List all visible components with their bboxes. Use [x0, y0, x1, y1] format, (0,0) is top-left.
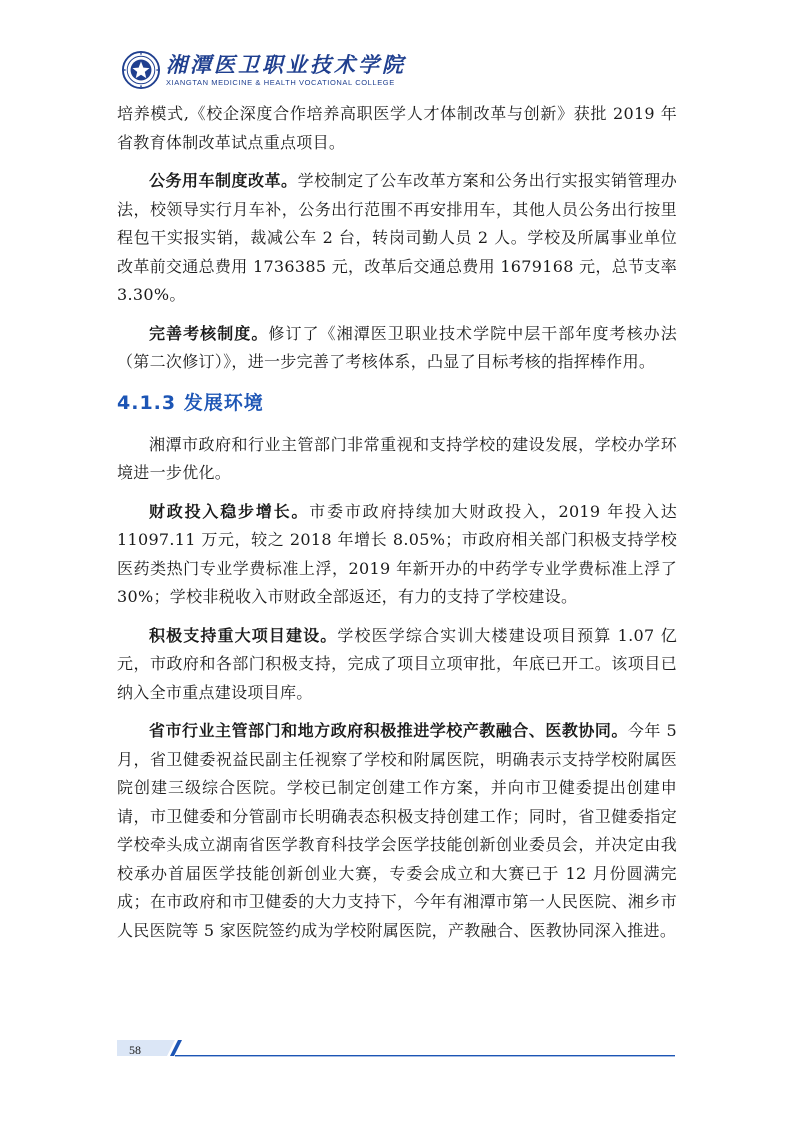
school-name-cn: 湘潭医卫职业技术学院 [166, 51, 406, 77]
page-number: 58 [129, 1043, 141, 1057]
paragraph-continuation: 培养模式,《校企深度合作培养高职医学人才体制改革与创新》获批 2019 年省教育体制改革试点重点项目。 [117, 104, 677, 152]
paragraph-text: 学校制定了公车改革方案和公务出行实报实销管理办法，校领导实行月车补，公务出行范围不再安排用车，其他人员公务出行按里程包干实报实销，裁减公车 2 台，转岗司勤人员 2 人。学校及所属事业单位改革前交通总费用 1736385 元，改革后交通总费用 1679168 元，总节支率 3.30%。 [117, 171, 677, 304]
page-footer [117, 1040, 675, 1060]
paragraph-finance [117, 498, 677, 612]
paragraph-lead: 完善考核制度。 [149, 323, 269, 343]
footer-bar-decoration [117, 1040, 675, 1060]
school-name-en: XIANGTAN MEDICINE & HEALTH VOCATIONAL COLLEGE [166, 77, 395, 87]
report-body [117, 100, 677, 945]
paragraph-intro: 湘潭市政府和行业主管部门非常重视和支持学校的建设发展，学校办学环境进一步优化。 [117, 434, 677, 482]
college-seal-icon [122, 51, 160, 89]
paragraph-lead: 省市行业主管部门和地方政府积极推进学校产教融合、医教协同。 [149, 721, 628, 740]
paragraph-text: 学校医学综合实训大楼建设项目预算 1.07 亿元，市政府和各部门积极支持，完成了项目立项审批，年底已开工。该项目已纳入全市重点建设项目库。 [117, 625, 677, 702]
school-name-block [166, 53, 406, 88]
paragraph-major-projects [117, 622, 677, 708]
page-header [122, 48, 406, 92]
paragraph-text: 市委市政府持续加大财政投入，2019 年投入达 11097.11 万元，较之 2018 年增长 8.05%；市政府相关部门积极支持学校医药类热门专业学费标准上浮，2019 年新开办的中药学专业学费标准上浮了 30%；学校非税收入市财政全部返还，有力的支持了学校建设。 [117, 501, 677, 606]
paragraph-text: 修订了《湘潭医卫职业技术学院中层干部年度考核办法（第二次修订）》，进一步完善了考核体系，凸显了目标考核的指挥棒作用。 [117, 323, 678, 371]
paragraph-assessment [117, 320, 677, 377]
paragraph-vehicle-reform [117, 167, 677, 310]
paragraph-lead: 积极支持重大项目建设。 [149, 625, 338, 645]
paragraph-lead: 公务用车制度改革。 [149, 171, 298, 190]
paragraph-text: 今年 5 月，省卫健委祝益民副主任视察了学校和附属医院，明确表示支持学校附属医院创建三级综合医院。学校已制定创建工作方案，并向市卫健委提出创建申请，市卫健委和分管副市长明确表态积极支持创建工作；同时，省卫健委指定学校牵头成立湖南省医学教育科技学会医学技能创新创业委员会，并决定由我校承办首届医学技能创新创业大赛，专委会成立和大赛已于 12 月份圆满完成；在市政府和市卫健委的大力支持下，今年有湘潭市第一人民医院、湘乡市人民医院等 5 家医院签约成为学校附属医院，产教融合、医教协同深入推进。 [117, 721, 677, 940]
paragraph-lead: 财政投入稳步增长。 [149, 501, 310, 521]
section-heading: 4.1.3 发展环境 [117, 391, 264, 414]
paragraph-integration [117, 717, 677, 945]
